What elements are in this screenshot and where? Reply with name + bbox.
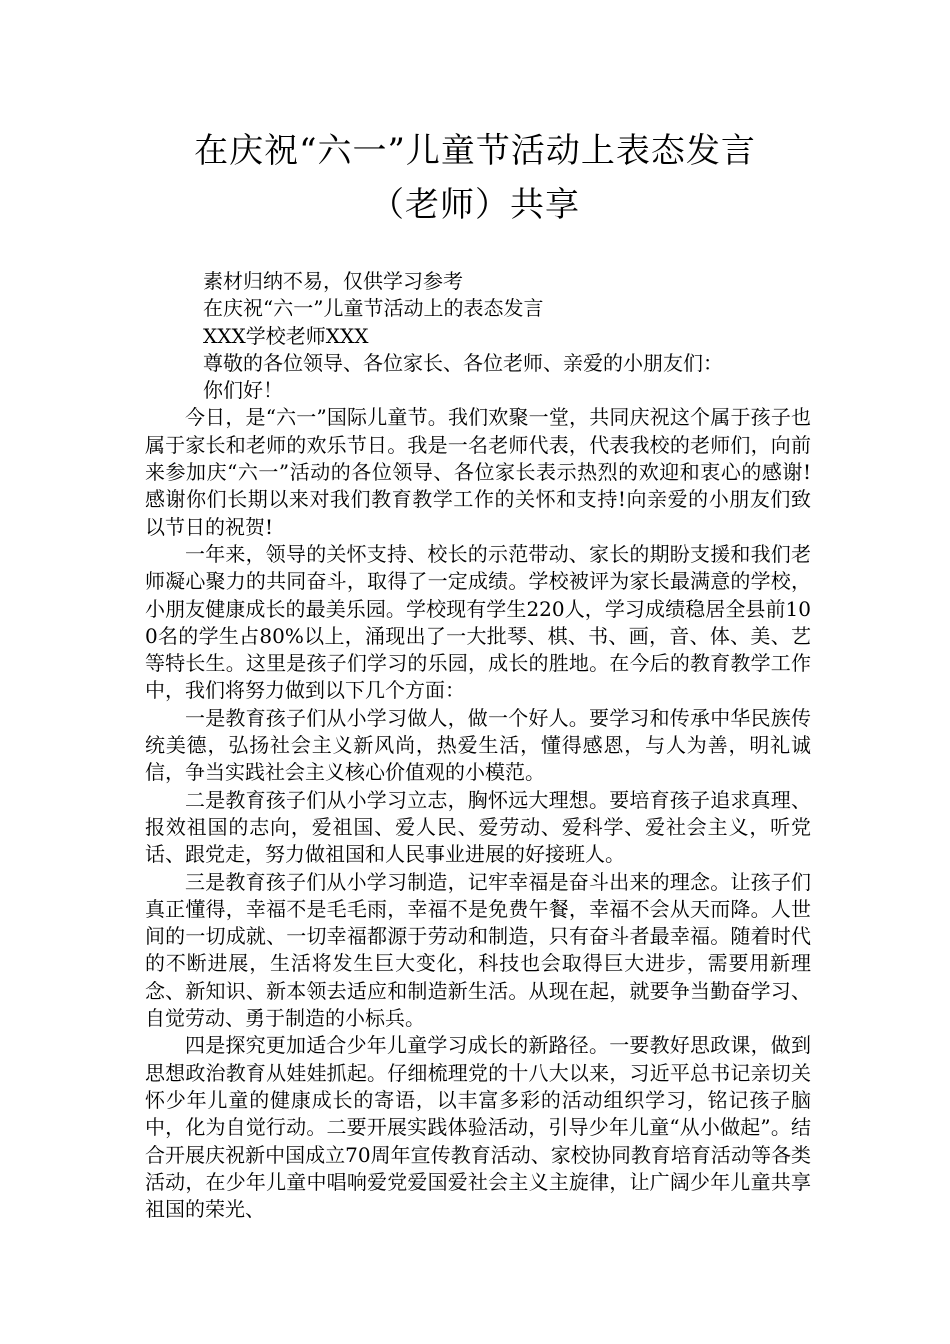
- speech-heading: 在庆祝“六一”儿童节活动上的表态发言: [203, 296, 544, 321]
- paragraph-point-three: 三是教育孩子们从小学习制造，记牢幸福是奋斗出来的理念。让孩子们真正懂得，幸福不是毛毛雨，幸福不是免费午餐，幸福不会从天而降。人世间的一切成就、一切幸福都源于劳动和制造，只有奋斗者最幸福。随着时代的不断进展，生活将发生巨大变化，科技也会取得巨大进步，需要用新理念、新知识、新本领去适应和制造新生活。从现在起，就要争当勤奋学习、自觉劳动、勇于制造的小标兵。: [145, 869, 811, 1031]
- salutation: 尊敬的各位领导、各位家长、各位老师、亲爱的小朋友们：: [203, 350, 723, 375]
- source-note: 素材归纳不易，仅供学习参考: [203, 269, 463, 293]
- document-title-line-1: 在庆祝“六一”儿童节活动上表态发言: [194, 131, 756, 171]
- paragraph-opening: 今日，是“六一”国际儿童节。我们欢聚一堂，共同庆祝这个属于孩子也属于家长和老师的欢乐节日。我是一名老师代表，代表我校的老师们，向前来参加庆“六一”活动的各位领导、各位家长表示热烈的欢迎和衷心的感谢!感谢你们长期以来对我们教育教学工作的关怀和支持!向亲爱的小朋友们致以节日的祝贺!: [145, 405, 811, 539]
- document-body: [145, 268, 811, 1223]
- paragraph-point-one: 一是教育孩子们从小学习做人，做一个好人。要学习和传承中华民族传统美德，弘扬社会主义新风尚，热爱生活，懂得感恩，与人为善，明礼诚信，争当实践社会主义核心价值观的小模范。: [145, 705, 811, 785]
- document-title-line-2: （老师）共享: [370, 185, 580, 225]
- paragraph-point-four: 四是探究更加适合少年儿童学习成长的新路径。一要教好思政课，做到思想政治教育从娃娃抓起。仔细梳理党的十八大以来，习近平总书记亲切关怀少年儿童的健康成长的寄语，以丰富多彩的活动组织学习，铭记孩子脑中，化为自觉行动。二要开展实践体验活动，引导少年儿童“从小做起”。结合开展庆祝新中国成立70周年宣传教育活动、家校协同教育培育活动等各类活动，在少年儿童中唱响爱党爱国爱社会主义主旋律，让广阔少年儿童共享祖国的荣光、: [145, 1033, 811, 1222]
- greeting: 你们好！: [203, 378, 283, 403]
- paragraph-point-two: 二是教育孩子们从小学习立志，胸怀远大理想。要培育孩子追求真理、报效祖国的志向，爱祖国、爱人民、爱劳动、爱科学、爱社会主义，听党话、跟党走，努力做祖国和人民事业进展的好接班人。: [145, 787, 811, 867]
- speaker-line: XXX学校老师XXX: [203, 323, 369, 348]
- paragraph-achievements: 一年来，领导的关怀支持、校长的示范带动、家长的期盼支援和我们老师凝心聚力的共同奋斗，取得了一定成绩。学校被评为家长最满意的学校，小朋友健康成长的最美乐园。学校现有学生220人，学习成绩稳居全县前100名的学生占80%以上，涌现出了一大批琴、棋、书、画，音、体、美、艺等特长生。这里是孩子们学习的乐园，成长的胜地。在今后的教育教学工作中，我们将努力做到以下几个方面：: [145, 541, 811, 703]
